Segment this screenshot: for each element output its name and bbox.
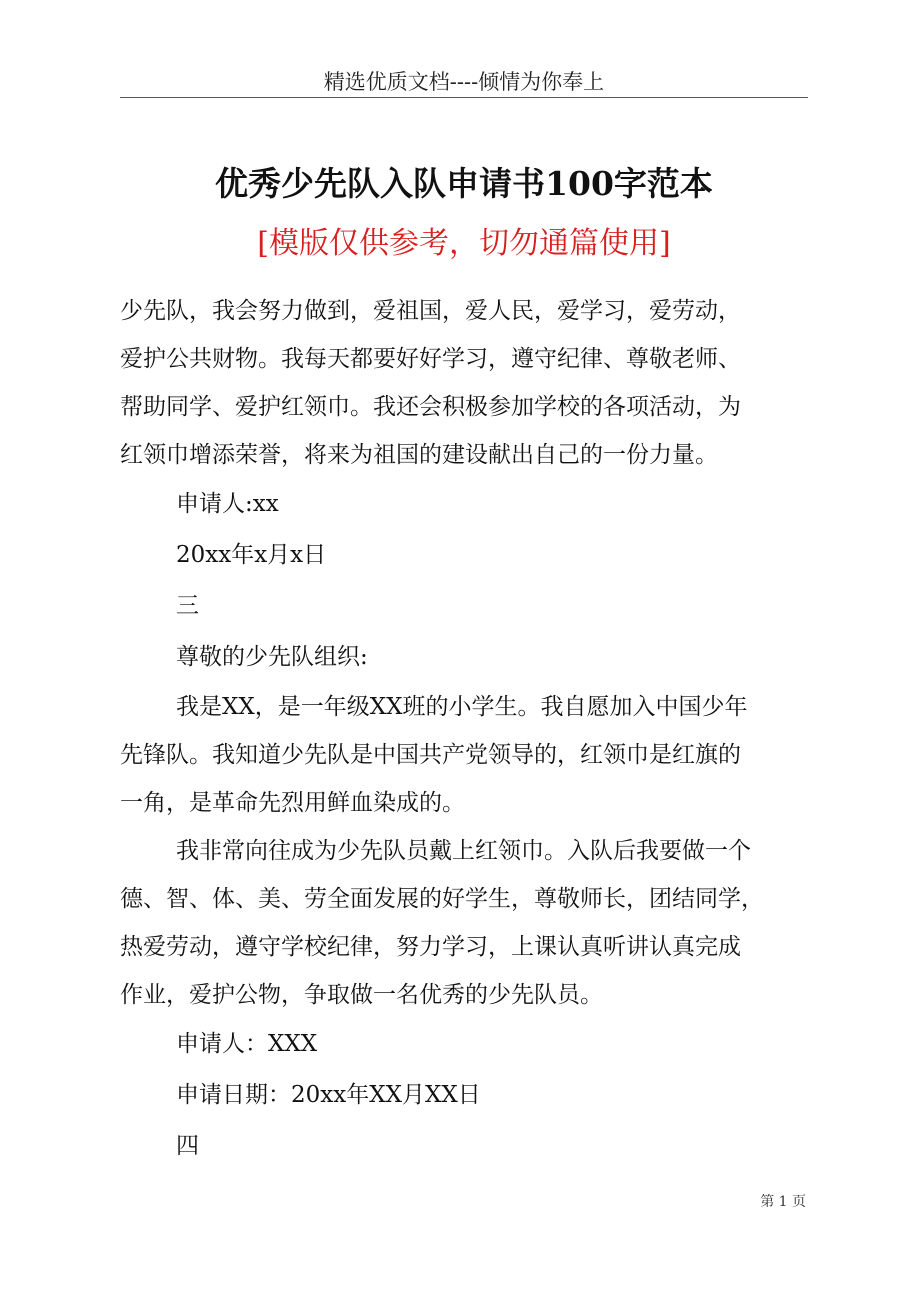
section-number: 三 xyxy=(176,593,199,619)
body-line: 先锋队。我知道少先队是中国共产党领导的，红领巾是红旗的 xyxy=(120,742,741,768)
salutation: 尊敬的少先队组织: xyxy=(176,644,368,670)
body-line: 帮助同学、爱护红领巾。我还会积极参加学校的各项活动，为 xyxy=(120,394,741,420)
section-number: 四 xyxy=(176,1133,199,1159)
date-line: 20xx年x月x日 xyxy=(176,542,327,568)
body-line: 德、智、体、美、劳全面发展的好学生，尊敬师长，团结同学， xyxy=(120,886,764,912)
document-body xyxy=(120,287,810,1172)
body-line: 一角，是革命先烈用鲜血染成的。 xyxy=(120,790,465,816)
header-divider xyxy=(120,97,808,98)
page-number: 第 1 页 xyxy=(760,1194,806,1210)
body-line: 红领巾增添荣誉，将来为祖国的建设献出自己的一份力量。 xyxy=(120,442,718,468)
document-title: 优秀少先队入队申请书100字范本 xyxy=(215,164,713,203)
document-subtitle: [模版仅供参考，切勿通篇使用] xyxy=(257,226,671,261)
body-line: 我是XX，是一年级XX班的小学生。我自愿加入中国少年 xyxy=(176,694,748,720)
body-line: 热爱劳动，遵守学校纪律，努力学习，上课认真听讲认真完成 xyxy=(120,934,741,960)
body-line: 爱护公共财物。我每天都要好好学习，遵守纪律、尊敬老师、 xyxy=(120,346,741,372)
body-line: 我非常向往成为少先队员戴上红领巾。入队后我要做一个 xyxy=(176,838,751,864)
date-line: 申请日期：20xx年XX月XX日 xyxy=(176,1082,481,1108)
applicant-line: 申请人：XXX xyxy=(176,1031,318,1057)
applicant-line: 申请人:xx xyxy=(176,491,279,517)
page-header: 精选优质文档----倾情为你奉上 xyxy=(323,70,605,94)
body-line: 少先队，我会努力做到，爱祖国，爱人民，爱学习，爱劳动， xyxy=(120,298,741,324)
body-line: 作业，爱护公物，争取做一名优秀的少先队员。 xyxy=(120,982,603,1008)
